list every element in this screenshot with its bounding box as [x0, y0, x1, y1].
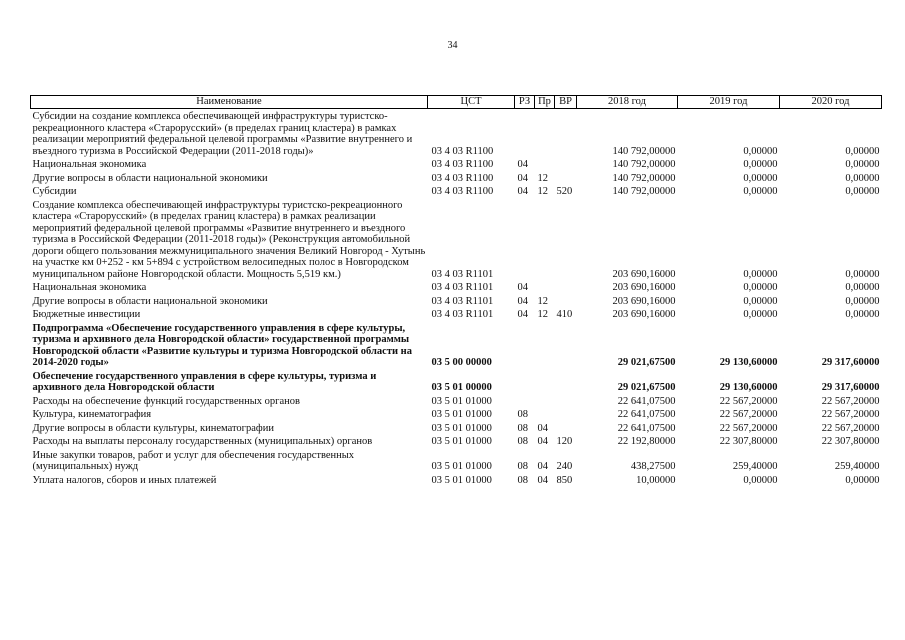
cell-2018: 438,27500: [630, 461, 676, 472]
cell-2019: 0,00000: [743, 474, 778, 486]
cell-rz: [515, 321, 535, 369]
cell-cst: 03 5 01 01000: [431, 461, 492, 472]
header-2018: 2018 год: [577, 96, 678, 109]
header-name: Наименование: [31, 96, 428, 109]
cell-2020: 0,00000: [845, 172, 880, 184]
cell-2019: 0,00000: [743, 295, 778, 307]
cell-cst: 03 5 01 01000: [431, 474, 492, 486]
table-row: [31, 473, 882, 487]
cell-pr: 12: [537, 172, 548, 184]
cell-name: Другие вопросы в области национальной экономики: [32, 172, 268, 184]
cell-name: Субсидии на создание комплекса обеспечивающей инфраструктуры туристско-рекреационного кластера «Старорусский» (в пределах границ кластера) в рамках реализации мероприятий федеральной целевой программы «Развитие внутреннего и въездного туризма в Российской Федерации (2011-2018 годы)»: [32, 111, 413, 157]
cell-rz: 08: [517, 461, 528, 472]
cell-2018: 203 690,16000: [612, 295, 676, 307]
cell-vr: [555, 198, 577, 281]
cell-cst: 03 5 01 01000: [431, 395, 492, 407]
cell-name: Обеспечение государственного управления в сфере культуры, туризма и архивного дела Новгородской области: [32, 370, 377, 393]
budget-table: [30, 95, 882, 486]
cell-cst: 03 4 03 R1100: [431, 145, 494, 157]
page-number: 34: [447, 40, 458, 51]
table-row: [31, 434, 882, 448]
table-row: [31, 321, 882, 369]
cell-2018: 203 690,16000: [612, 309, 676, 320]
cell-cst: 03 4 03 R1101: [431, 282, 494, 293]
cell-pr: [535, 407, 555, 421]
cell-pr: 12: [537, 295, 548, 307]
cell-vr: [555, 109, 577, 158]
table-header-row: [31, 96, 882, 109]
cell-pr: [535, 109, 555, 158]
cell-2019: 0,00000: [743, 159, 778, 170]
cell-2019: 22 307,80000: [719, 436, 778, 447]
table-row: [31, 407, 882, 421]
cell-2018: 22 641,07500: [617, 422, 676, 434]
cell-name: Другие вопросы в области культуры, кинематографии: [32, 422, 274, 434]
cell-vr: 120: [556, 436, 573, 447]
table-row: [31, 184, 882, 198]
cell-cst: 03 5 01 01000: [431, 409, 492, 420]
cell-cst: 03 5 01 01000: [431, 436, 492, 447]
cell-rz: 08: [517, 474, 528, 486]
cell-rz: 08: [517, 409, 528, 420]
cell-2018: 140 792,00000: [612, 172, 676, 184]
cell-vr: 240: [556, 461, 573, 472]
cell-vr: [555, 394, 577, 408]
cell-vr: [555, 280, 577, 294]
cell-name: Другие вопросы в области национальной экономики: [32, 295, 268, 307]
table-row: [31, 369, 882, 394]
cell-cst: 03 5 01 01000: [431, 422, 492, 434]
cell-name: Расходы на обеспечение функций государственных органов: [32, 395, 300, 407]
cell-2019: 0,00000: [743, 172, 778, 184]
cell-2020: 0,00000: [845, 186, 880, 197]
cell-pr: 04: [537, 461, 548, 472]
cell-name: Подпрограмма «Обеспечение государственного управления в сфере культуры, туризма и архивного дела Новгородской области» государственной программы Новгородской области «Развитие культуры и туризма Новгородской области на 2014-2020 годы»: [32, 322, 412, 368]
cell-rz: [515, 394, 535, 408]
cell-2018: 29 021,67500: [617, 357, 676, 368]
table-row: [31, 448, 882, 473]
cell-rz: 04: [517, 309, 528, 320]
cell-2018: 203 690,16000: [612, 268, 676, 280]
cell-vr: [555, 369, 577, 394]
header-cst: ЦСТ: [428, 96, 515, 109]
cell-2018: 140 792,00000: [612, 186, 676, 197]
cell-2019: 22 567,20000: [719, 409, 778, 420]
cell-pr: [535, 157, 555, 171]
cell-2018: 22 192,80000: [617, 436, 676, 447]
cell-pr: 04: [537, 474, 548, 486]
cell-vr: 850: [556, 474, 573, 486]
cell-vr: [555, 321, 577, 369]
cell-2019: 0,00000: [743, 268, 778, 280]
cell-rz: 08: [517, 436, 528, 447]
cell-name: Субсидии: [32, 186, 77, 197]
cell-name: Расходы на выплаты персоналу государственных (муниципальных) органов: [32, 436, 373, 447]
cell-pr: [535, 198, 555, 281]
cell-2020: 0,00000: [845, 159, 880, 170]
table-body: [31, 109, 882, 487]
cell-pr: [535, 394, 555, 408]
table-row: [31, 157, 882, 171]
cell-rz: 04: [517, 295, 528, 307]
cell-2020: 22 567,20000: [821, 422, 880, 434]
cell-pr: 12: [537, 186, 548, 197]
cell-2020: 22 567,20000: [821, 395, 880, 407]
cell-cst: 03 4 03 R1101: [431, 268, 494, 280]
cell-vr: [555, 294, 577, 308]
cell-vr: [555, 171, 577, 185]
table-row: [31, 421, 882, 435]
cell-cst: 03 4 03 R1101: [431, 295, 494, 307]
cell-2020: 22 307,80000: [821, 436, 880, 447]
cell-cst: 03 4 03 R1100: [431, 159, 494, 170]
header-2019: 2019 год: [678, 96, 780, 109]
cell-2020: 29 317,60000: [821, 382, 880, 393]
cell-rz: [515, 109, 535, 158]
cell-2018: 140 792,00000: [612, 145, 676, 157]
cell-pr: 04: [537, 436, 548, 447]
cell-2020: 0,00000: [845, 282, 880, 293]
header-2020: 2020 год: [780, 96, 882, 109]
cell-2019: 22 567,20000: [719, 395, 778, 407]
table-row: [31, 109, 882, 158]
cell-2020: 0,00000: [845, 309, 880, 320]
cell-2020: 0,00000: [845, 474, 880, 486]
cell-cst: 03 4 03 R1100: [431, 186, 494, 197]
cell-rz: 04: [517, 186, 528, 197]
table-row: [31, 307, 882, 321]
cell-cst: 03 4 03 R1101: [431, 309, 494, 320]
cell-name: Национальная экономика: [32, 159, 147, 170]
cell-rz: 04: [517, 159, 528, 170]
cell-2019: 0,00000: [743, 186, 778, 197]
cell-2019: 29 130,60000: [719, 382, 778, 393]
header-pr: Пр: [535, 96, 555, 109]
header-vr: ВР: [555, 96, 577, 109]
cell-2020: 29 317,60000: [821, 357, 880, 368]
cell-2019: 0,00000: [743, 309, 778, 320]
cell-rz: [515, 198, 535, 281]
table-row: [31, 294, 882, 308]
cell-rz: [515, 369, 535, 394]
cell-2018: 203 690,16000: [612, 282, 676, 293]
cell-2018: 22 641,07500: [617, 395, 676, 407]
cell-vr: [555, 157, 577, 171]
table-row: [31, 198, 882, 281]
cell-2020: 0,00000: [845, 295, 880, 307]
cell-2020: 259,40000: [834, 461, 880, 472]
cell-name: Национальная экономика: [32, 282, 147, 293]
cell-2020: 0,00000: [845, 145, 880, 157]
cell-2020: 22 567,20000: [821, 409, 880, 420]
cell-2019: 0,00000: [743, 145, 778, 157]
cell-2019: 259,40000: [732, 461, 778, 472]
cell-vr: [555, 421, 577, 435]
cell-cst: 03 5 01 00000: [431, 382, 492, 393]
cell-vr: 520: [556, 186, 573, 197]
cell-cst: 03 5 00 00000: [431, 357, 492, 368]
cell-2019: 0,00000: [743, 282, 778, 293]
cell-2019: 22 567,20000: [719, 422, 778, 434]
table-row: [31, 171, 882, 185]
cell-name: Бюджетные инвестиции: [32, 309, 141, 320]
cell-rz: 04: [517, 282, 528, 293]
table-row: [31, 394, 882, 408]
cell-pr: 12: [537, 309, 548, 320]
cell-name: Создание комплекса обеспечивающей инфраструктуры туристско-рекреационного кластера «Старорусский» (в пределах границ кластера) в рамках реализации мероприятий федеральной целевой программы «Развитие внутреннего и въездного туризма в Российской Федерации (2011-2018 годы)» (Реконструкция автомобильной дороги общего пользования межмуниципального значения Великий Новгород - Хутынь на участке км 0+252 - км 5+894 с устройством велосипедных полос в Новгородском муниципальном районе Новгородской области. Мощность 5,519 км.): [32, 199, 426, 280]
cell-2018: 10,00000: [636, 474, 676, 486]
cell-name: Культура, кинематография: [32, 409, 152, 420]
cell-pr: 04: [537, 422, 548, 434]
cell-rz: 04: [517, 172, 528, 184]
cell-pr: [535, 321, 555, 369]
cell-name: Иные закупки товаров, работ и услуг для обеспечения государственных (муниципальных) нужд: [32, 449, 355, 472]
cell-rz: 08: [517, 422, 528, 434]
cell-pr: [535, 369, 555, 394]
cell-vr: 410: [556, 309, 573, 320]
cell-2019: 29 130,60000: [719, 357, 778, 368]
table-row: [31, 280, 882, 294]
cell-2018: 140 792,00000: [612, 159, 676, 170]
cell-2020: 0,00000: [845, 268, 880, 280]
cell-cst: 03 4 03 R1100: [431, 172, 494, 184]
cell-name: Уплата налогов, сборов и иных платежей: [32, 474, 217, 486]
cell-2018: 29 021,67500: [617, 382, 676, 393]
cell-pr: [535, 280, 555, 294]
header-rz: РЗ: [515, 96, 535, 109]
cell-vr: [555, 407, 577, 421]
cell-2018: 22 641,07500: [617, 409, 676, 420]
